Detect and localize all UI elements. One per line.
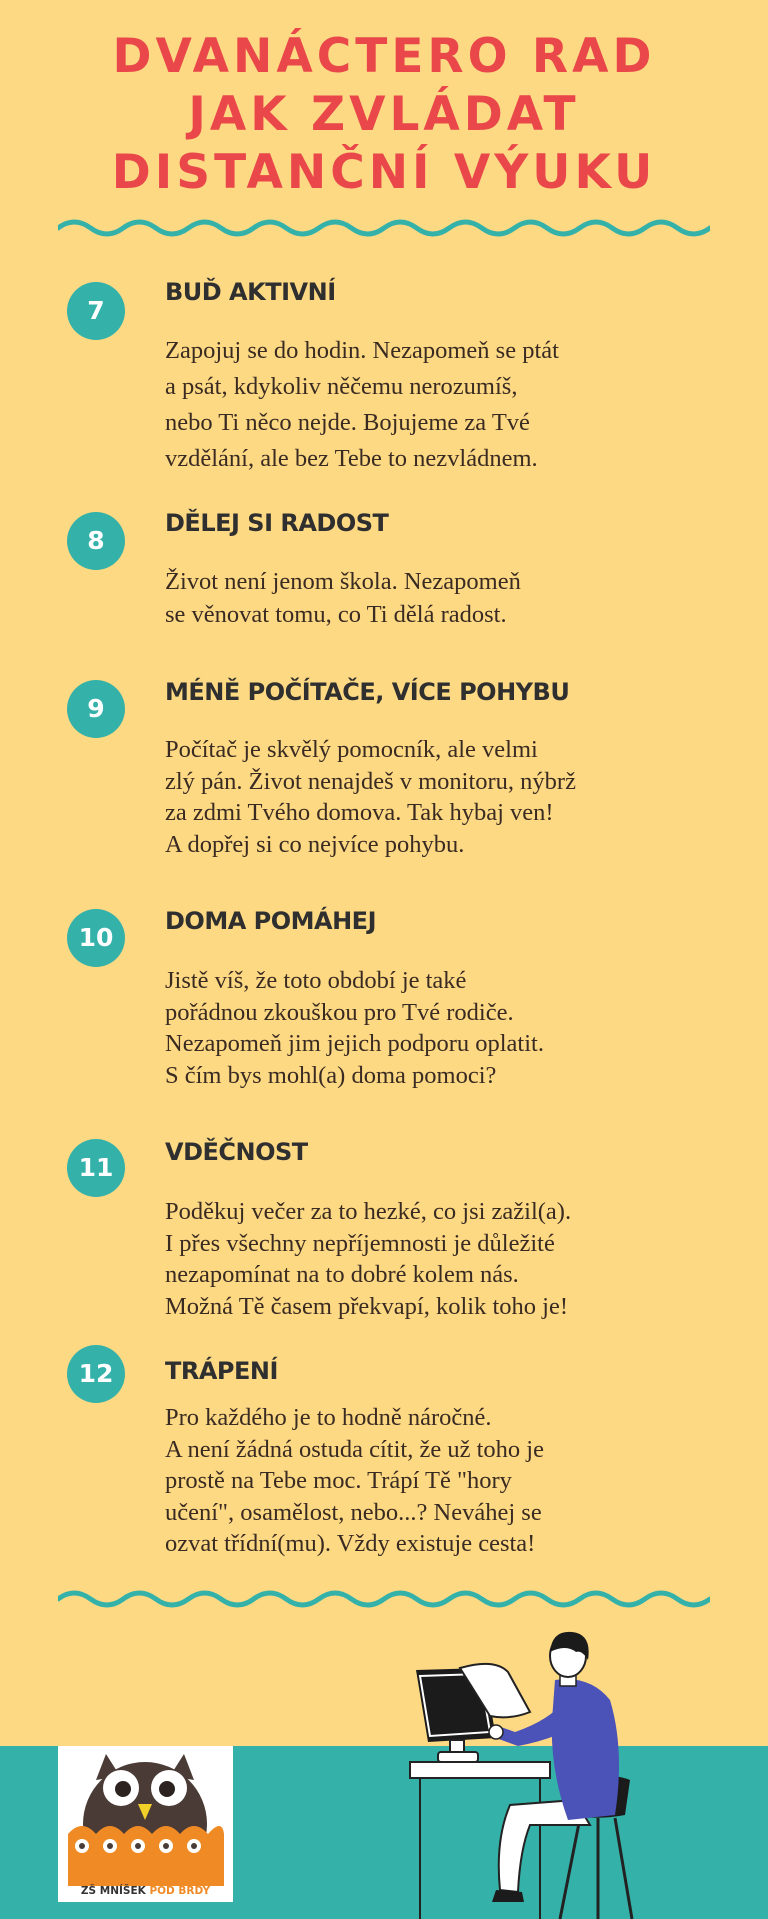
tip-body-line: prostě na Tebe moc. Trápí Tě "hory (165, 1467, 512, 1494)
tip-heading: TRÁPENÍ (165, 1357, 278, 1385)
tip-body-line: nezapomínat na to dobré kolem nás. (165, 1261, 519, 1288)
tip-body-line: S čím bys mohl(a) doma pomoci? (165, 1061, 497, 1089)
tip-number-badge: 8 (67, 512, 125, 570)
tip-number-badge: 11 (67, 1139, 125, 1197)
tip-body-line: I přes všechny nepříjemnosti je důležité (165, 1229, 555, 1257)
tip-number-badge: 10 (67, 909, 125, 967)
wave-divider-bottom (58, 1587, 710, 1611)
title-line-1: DVANÁCTERO RAD (112, 29, 656, 84)
tip-body-line: ozvat třídní(mu). Vždy existuje cesta! (165, 1530, 536, 1557)
tip-heading: DĚLEJ SI RADOST (165, 509, 389, 537)
tip-body-line: zlý pán. Život nenajdeš v monitoru, nýbrž (165, 767, 576, 795)
tip-number-badge: 12 (67, 1345, 125, 1403)
title-line-2: JAK ZVLÁDAT (188, 87, 580, 142)
school-logo (58, 1746, 233, 1902)
tip-number-badge: 9 (67, 680, 125, 738)
tip-body-line: Poděkuj večer za to hezké, co jsi zažil(a). (165, 1198, 572, 1225)
person-at-computer-illustration (400, 1620, 660, 1919)
tip-number-badge: 7 (67, 282, 125, 340)
tip-body-line: nebo Ti něco nejde. Bojujeme za Tvé (165, 409, 530, 436)
tip-body-line: Zapojuj se do hodin. Nezapomeň se ptát (165, 337, 559, 364)
tip-body-line: Život není jenom škola. Nezapomeň (165, 568, 521, 595)
tip-body-line: se věnovat tomu, co Ti dělá radost. (165, 601, 507, 628)
logo-text (58, 1885, 233, 1897)
tip-heading: BUĎ AKTIVNÍ (165, 278, 336, 306)
tip-body-line: Počítač je skvělý pomocník, ale velmi (165, 736, 538, 763)
tip-body-line: Pro každého je to hodně náročné. (165, 1404, 492, 1431)
tip-body (165, 734, 705, 860)
tip-body (165, 965, 705, 1091)
tip-body (165, 1402, 705, 1560)
logo-text-accent: POD BRDY (149, 1885, 211, 1897)
tip-heading: MÉNĚ POČÍTAČE, VÍCE POHYBU (165, 678, 570, 706)
page-title (0, 28, 768, 202)
wave-divider-top (58, 216, 710, 240)
tip-body-line: za zdmi Tvého domova. Tak hybaj ven! (165, 799, 554, 826)
tip-body-line: učení", osamělost, nebo...? Neváhej se (165, 1498, 542, 1526)
tip-heading: DOMA POMÁHEJ (165, 907, 376, 935)
tip-body-line: A dopřej si co nejvíce pohybu. (165, 830, 465, 858)
tip-body-line: Možná Tě časem překvapí, kolik toho je! (165, 1292, 568, 1320)
tip-heading: VDĚČNOST (165, 1138, 308, 1166)
title-line-3: DISTANČNÍ VÝUKU (111, 145, 657, 200)
tip-body (165, 1196, 705, 1322)
tip-body-line: a psát, kdykoliv něčemu nerozumíš, (165, 373, 518, 400)
tip-body-line: vzdělání, ale bez Tebe to nezvládnem. (165, 445, 538, 472)
tip-body-line: A není žádná ostuda cítit, že už toho je (165, 1435, 544, 1463)
owl-icon (58, 1746, 233, 1886)
logo-text-main: ZŠ MNÍŠEK (80, 1885, 146, 1897)
tip-body-line: Nezapomeň jim jejich podporu oplatit. (165, 1030, 544, 1057)
tip-body (165, 565, 705, 631)
tip-body (165, 333, 705, 477)
tip-body-line: pořádnou zkouškou pro Tvé rodiče. (165, 998, 514, 1026)
tip-body-line: Jistě víš, že toto období je také (165, 967, 467, 994)
